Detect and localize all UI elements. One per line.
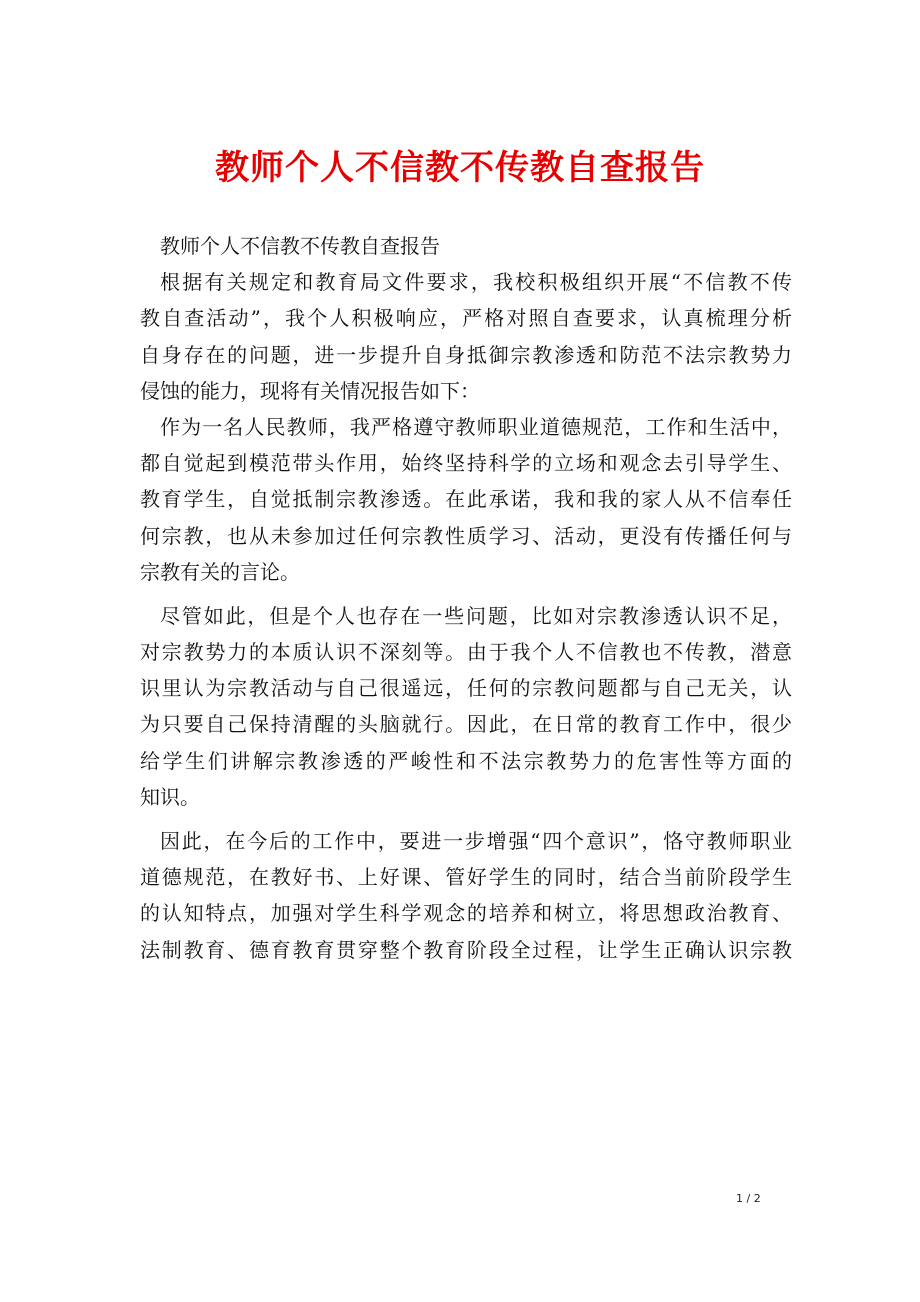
paragraph xyxy=(140,823,792,968)
paragraph xyxy=(140,264,792,409)
document-title: 教师个人不信教不传教自查报告 xyxy=(215,148,705,188)
paragraph-line: 宗教有关的言论。 xyxy=(140,559,300,584)
paragraph-line: 何宗教，也从未参加过任何宗教性质学习、活动，更没有传播任何与 xyxy=(140,523,792,548)
paragraph-line: 知识。 xyxy=(140,784,200,809)
paragraph-line: 的认知特点，加强对学生科学观念的培养和树立，将思想政治教育、 xyxy=(140,901,792,926)
paragraph-line: 为只要自己保持清醒的头脑就行。因此，在日常的教育工作中，很少 xyxy=(140,712,792,737)
document-body xyxy=(140,228,792,968)
paragraph-line: 教师个人不信教不传教自查报告 xyxy=(160,234,440,258)
paragraph-line: 教自查活动”，我个人积极响应，严格对照自查要求，认真梳理分析 xyxy=(140,306,792,331)
paragraph-line: 给学生们讲解宗教渗透的严峻性和不法宗教势力的危害性等方面的 xyxy=(140,748,792,773)
paragraph-line: 教育学生，自觉抵制宗教渗透。在此承诺，我和我的家人从不信奉任 xyxy=(140,487,792,512)
paragraph-line: 道德规范，在教好书、上好课、管好学生的同时，结合当前阶段学生 xyxy=(140,865,792,890)
paragraph-line: 对宗教势力的本质认识不深刻等。由于我个人不信教也不传教，潜意 xyxy=(140,640,792,665)
paragraph-line: 根据有关规定和教育局文件要求，我校积极组织开展“不信教不传 xyxy=(160,270,792,295)
paragraph-line: 都自觉起到模范带头作用，始终坚持科学的立场和观念去引导学生、 xyxy=(140,451,792,476)
paragraph-line: 因此，在今后的工作中，要进一步增强“四个意识”，恪守教师职业 xyxy=(160,829,792,853)
page-indicator: 1 / 2 xyxy=(736,1192,761,1205)
paragraph-line: 自身存在的问题，进一步提升自身抵御宗教渗透和防范不法宗教势力 xyxy=(140,342,792,367)
paragraph-line: 识里认为宗教活动与自己很遥远，任何的宗教问题都与自己无关，认 xyxy=(140,676,792,701)
paragraph-line: 法制教育、德育教育贯穿整个教育阶段全过程，让学生正确认识宗教 xyxy=(140,937,792,962)
paragraph xyxy=(140,228,792,264)
paragraph-line: 侵蚀的能力，现将有关情况报告如下： xyxy=(140,378,480,403)
paragraph xyxy=(140,409,792,590)
paragraph-line: 作为一名人民教师，我严格遵守教师职业道德规范，工作和生活中， xyxy=(160,414,792,439)
paragraph-line: 尽管如此，但是个人也存在一些问题，比如对宗教渗透认识不足， xyxy=(160,603,792,628)
paragraph xyxy=(140,598,792,815)
